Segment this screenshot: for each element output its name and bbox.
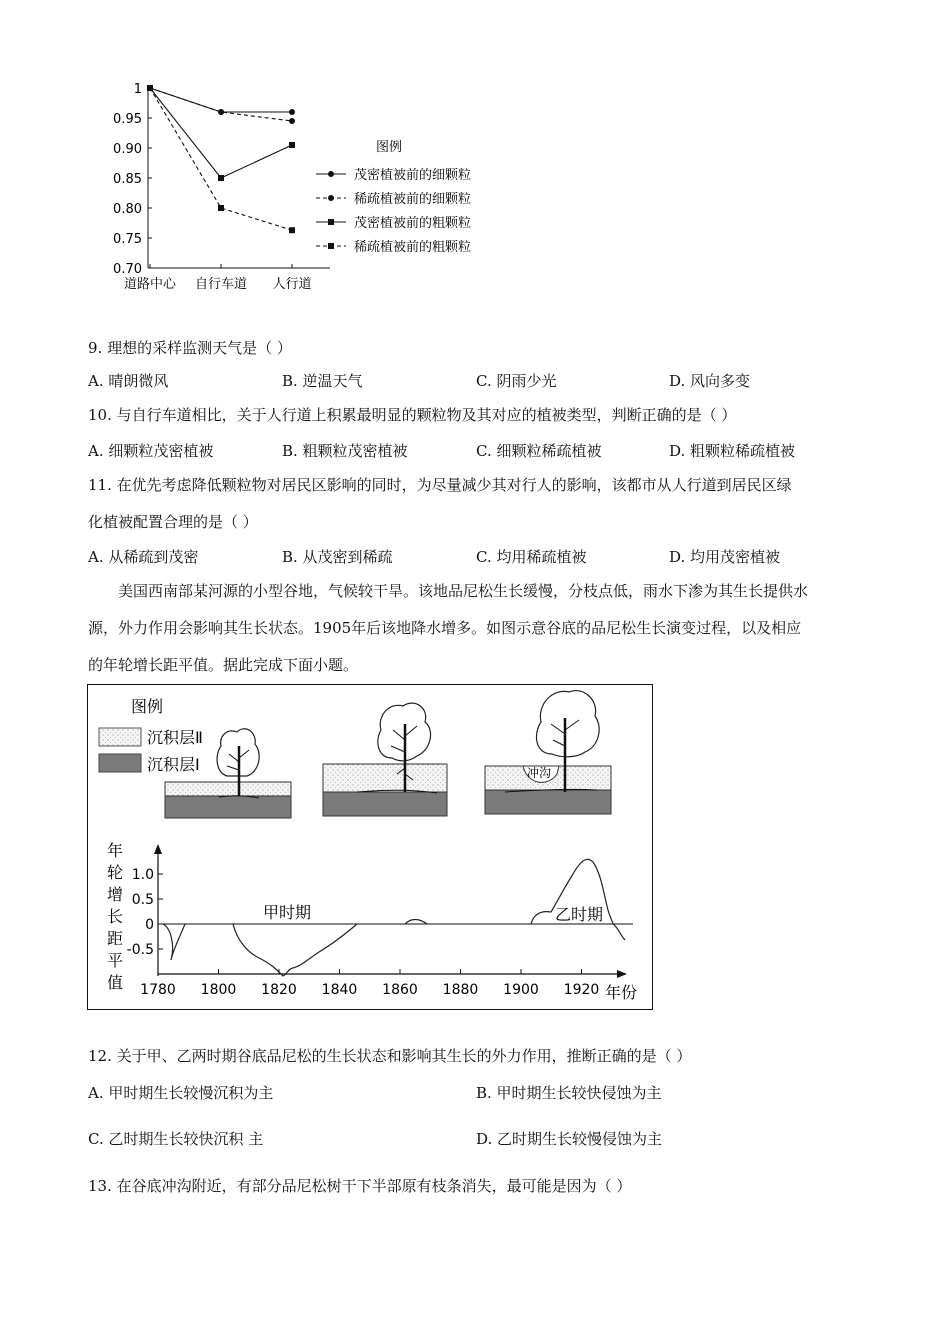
series-point-2 bbox=[289, 118, 295, 124]
y-label-char: 平 bbox=[107, 951, 124, 970]
series-line-1 bbox=[150, 88, 292, 112]
legend-label-3: 茂密植被前的粗颗粒 bbox=[354, 216, 472, 231]
y-tick-label: 0.80 bbox=[113, 202, 142, 217]
passage-line-1: 美国西南部某河源的小型谷地，气候较干旱。该地品尼松生长缓慢，分枝点低，雨水下渗为其生长提供水 bbox=[118, 582, 809, 600]
gully-label: 冲沟 bbox=[527, 766, 552, 780]
particle-line-chart bbox=[80, 70, 540, 310]
question-12-option-d: D. 乙时期生长较慢侵蚀为主 bbox=[476, 1130, 663, 1148]
question-9-stem: 9. 理想的采样监测天气是（ ） bbox=[88, 339, 292, 357]
figure-legend-title: 图例 bbox=[131, 697, 164, 716]
legend-marker-1 bbox=[328, 171, 334, 177]
series-point-4 bbox=[147, 85, 153, 91]
y-tick-label: 0.85 bbox=[113, 172, 142, 187]
y-tick-label: 0.95 bbox=[113, 112, 142, 127]
question-12-option-a: A. 甲时期生长较慢沉积为主 bbox=[88, 1084, 274, 1102]
y-tick-label: 1 bbox=[133, 82, 142, 97]
series-point-2 bbox=[218, 109, 224, 115]
passage-line-2: 源，外力作用会影响其生长状态。1905年后该地降水增多。如图示意谷底的品尼松生长演变过程，以及相应 bbox=[88, 619, 802, 637]
legend-marker-4 bbox=[328, 243, 334, 249]
question-11-option-d: D. 均用茂密植被 bbox=[669, 548, 781, 566]
question-11-stem-line1: 11. 在优先考虑降低颗粒物对居民区影响的同时，为尽量减少其对行人的影响，该都市从人行道到居民区绿 bbox=[88, 476, 792, 494]
y-tick-label: 0.75 bbox=[113, 232, 142, 247]
y-label-char: 值 bbox=[107, 973, 124, 992]
x-tick-label: 自行车道 bbox=[194, 277, 248, 292]
series-point-4 bbox=[218, 205, 224, 211]
figure-x-tick-label: 1840 bbox=[321, 982, 358, 998]
y-label-char: 轮 bbox=[107, 863, 124, 882]
series-point-4 bbox=[289, 227, 295, 233]
figure-x-tick-label: 1820 bbox=[261, 982, 297, 998]
figure-x-tick-label: 1860 bbox=[382, 982, 418, 998]
question-10-option-c: C. 细颗粒稀疏植被 bbox=[476, 442, 602, 460]
question-10-option-a: A. 细颗粒茂密植被 bbox=[88, 442, 214, 460]
period-yi-label: 乙时期 bbox=[555, 905, 604, 924]
question-11-option-a: A. 从稀疏到茂密 bbox=[88, 548, 199, 566]
series-point-1 bbox=[289, 109, 295, 115]
series-point-3 bbox=[218, 175, 224, 181]
figure-y-axis-arrow bbox=[154, 844, 162, 854]
question-11-option-c: C. 均用稀疏植被 bbox=[476, 548, 587, 566]
question-10-option-d: D. 粗颗粒稀疏植被 bbox=[669, 442, 796, 460]
question-12-option-b: B. 甲时期生长较快侵蚀为主 bbox=[476, 1084, 662, 1102]
question-11-stem-line2: 化植被配置合理的是（ ） bbox=[88, 513, 258, 531]
figure-y-tick-label: 0 bbox=[145, 917, 154, 933]
figure-x-tick-label: 1920 bbox=[563, 982, 600, 998]
legend-label-1: 茂密植被前的细颗粒 bbox=[354, 168, 472, 183]
question-10-option-b: B. 粗颗粒茂密植被 bbox=[282, 442, 408, 460]
y-tick-label: 0.90 bbox=[113, 142, 142, 157]
question-12-stem: 12. 关于甲、乙两时期谷底品尼松的生长状态和影响其生长的外力作用，推断正确的是（ ） bbox=[88, 1047, 692, 1065]
figure-x-tick-label: 1800 bbox=[200, 982, 237, 998]
legend-label-4: 稀疏植被前的粗颗粒 bbox=[354, 240, 472, 255]
x-tick-label: 道路中心 bbox=[123, 277, 177, 292]
y-label-char: 增 bbox=[107, 885, 124, 904]
period-jia-label: 甲时期 bbox=[263, 903, 312, 922]
question-9-option-c: C. 阴雨少光 bbox=[476, 372, 557, 390]
series-line-2 bbox=[150, 88, 292, 121]
y-tick-label: 0.70 bbox=[113, 262, 142, 277]
figure-y-tick-label: 0.5 bbox=[131, 892, 154, 908]
legend-layer2-label: 沉积层Ⅱ bbox=[147, 728, 203, 747]
question-12-option-c: C. 乙时期生长较快沉积 主 bbox=[88, 1130, 264, 1148]
stage-2-illustration bbox=[323, 703, 447, 816]
legend-marker-3 bbox=[328, 219, 334, 225]
legend-label-2: 稀疏植被前的细颗粒 bbox=[354, 192, 472, 207]
x-tick-label: 人行道 bbox=[272, 277, 312, 292]
figure-x-tick-label: 1880 bbox=[442, 982, 479, 998]
series-line-3 bbox=[150, 88, 292, 178]
y-label-char: 年 bbox=[107, 841, 124, 860]
question-9-option-a: A. 晴朗微风 bbox=[88, 372, 169, 390]
chart-legend-title: 图例 bbox=[376, 140, 403, 155]
figure-x-tick-label: 1900 bbox=[503, 982, 539, 998]
stage-3-tree-crown bbox=[536, 691, 599, 757]
legend-marker-2 bbox=[328, 195, 334, 201]
question-13-stem: 13. 在谷底冲沟附近，有部分品尼松树干下半部原有枝条消失，最可能是因为（ ） bbox=[88, 1177, 632, 1195]
figure-x-axis-arrow bbox=[617, 970, 627, 978]
stage-3-illustration bbox=[485, 691, 611, 814]
figure-x-tick-label: 1780 bbox=[140, 982, 176, 998]
legend-layer1-swatch bbox=[99, 754, 141, 772]
question-10-stem: 10. 与自行车道相比，关于人行道上积累最明显的颗粒物及其对应的植被类型，判断正确的是（ ） bbox=[88, 406, 737, 424]
passage-line-3: 的年轮增长距平值。据此完成下面小题。 bbox=[88, 656, 359, 674]
legend-layer2-swatch bbox=[99, 728, 141, 746]
figure-x-label: 年份 bbox=[605, 983, 638, 1002]
y-label-char: 距 bbox=[107, 929, 124, 948]
series-point-3 bbox=[289, 142, 295, 148]
figure-y-tick-label: -0.5 bbox=[126, 942, 154, 958]
pine-growth-figure bbox=[87, 684, 655, 1012]
question-9-option-b: B. 逆温天气 bbox=[282, 372, 363, 390]
y-label-char: 长 bbox=[107, 907, 124, 926]
question-9-option-d: D. 风向多变 bbox=[669, 372, 751, 390]
legend-layer1-label: 沉积层Ⅰ bbox=[147, 755, 200, 774]
question-11-option-b: B. 从茂密到稀疏 bbox=[282, 548, 393, 566]
figure-y-tick-label: 1.0 bbox=[131, 867, 154, 883]
